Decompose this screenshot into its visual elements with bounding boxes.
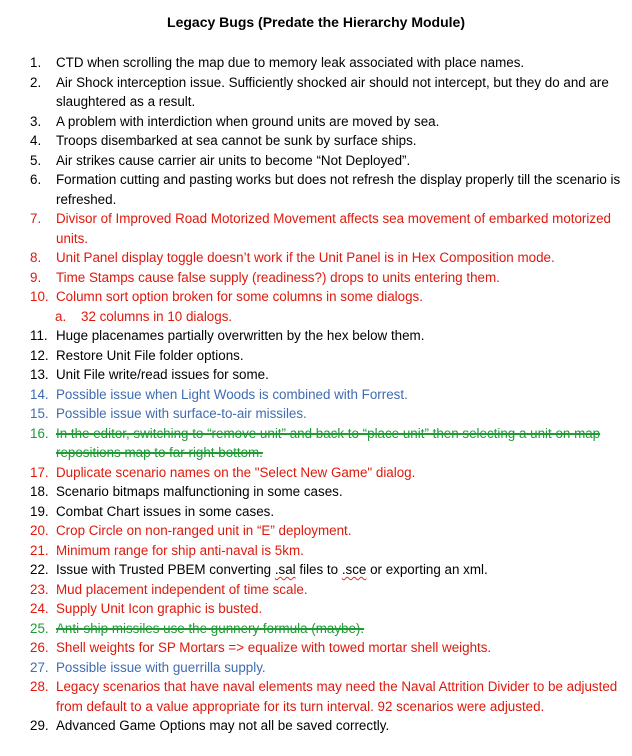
bug-item (30, 346, 622, 366)
bug-text: In the editor, switching to “remove unit” and back to “place unit” then selecting a unit on map repositions map to far right bottom. (56, 425, 601, 460)
bug-text: Air Shock interception issue. Sufficiently shocked air should not intercept, but they do and are slaughtered as a result. (56, 74, 609, 109)
bug-item (30, 560, 622, 580)
bug-number: 27. (30, 659, 49, 675)
bug-text: Combat Chart issues in some cases. (56, 503, 275, 519)
bug-text: Time Stamps cause false supply (readiness?) drops to units entering them. (56, 269, 500, 285)
text-part: files to (295, 562, 342, 577)
bug-text (56, 562, 488, 577)
bug-number: 9. (30, 269, 42, 285)
bug-text: Formation cutting and pasting works but does not refresh the display properly till the scenario is refreshed. (56, 172, 621, 207)
bug-number: 29. (30, 718, 49, 733)
bug-text: Duplicate scenario names on the "Select New Game" dialog. (56, 464, 416, 480)
bug-text: Minimum range for ship anti-naval is 5km. (56, 542, 304, 558)
bug-text: Troops disembarked at sea cannot be sunk by surface ships. (56, 133, 417, 148)
file-extension: .sal (274, 562, 296, 577)
bug-item (30, 112, 622, 132)
bug-text: Possible issue when Light Woods is combined with Forrest. (56, 386, 408, 402)
bug-number: 6. (30, 172, 42, 187)
bug-number: 26. (30, 640, 49, 655)
bug-number: 15. (30, 406, 49, 421)
bug-number: 2. (30, 74, 42, 90)
bug-text: Unit File write/read issues for some. (56, 367, 269, 382)
bug-number: 14. (30, 386, 49, 402)
bug-number: 24. (30, 601, 49, 616)
bug-subitem (30, 307, 622, 327)
bug-text: Supply Unit Icon graphic is busted. (56, 601, 263, 616)
bug-number: 23. (30, 581, 49, 597)
bug-number: 21. (30, 542, 49, 558)
bug-number: 19. (30, 503, 49, 519)
bug-item (30, 287, 622, 307)
bug-number: 12. (30, 347, 49, 363)
text-part: Issue with Trusted PBEM converting (56, 562, 275, 577)
bug-number: 22. (30, 562, 49, 577)
bug-item (30, 151, 622, 171)
bug-item (30, 424, 622, 463)
bug-number: 1. (30, 55, 42, 70)
bug-text: 32 columns in 10 dialogs. (81, 308, 233, 324)
bug-item (30, 365, 622, 385)
bug-number: 11. (30, 328, 48, 343)
bug-number: 13. (30, 367, 49, 382)
bug-text: Crop Circle on non-ranged unit in “E” deployment. (56, 523, 352, 538)
bug-number: 20. (30, 523, 49, 538)
bug-item (30, 463, 622, 483)
bug-item (30, 638, 622, 658)
bug-item (30, 248, 622, 268)
bug-number: 17. (30, 464, 49, 480)
bug-text: Scenario bitmaps malfunctioning in some cases. (56, 484, 343, 499)
bug-list (30, 53, 622, 736)
bug-item (30, 677, 622, 716)
bug-text: Mud placement independent of time scale. (56, 581, 308, 597)
text-part: or exporting an xml. (366, 562, 488, 577)
bug-item (30, 658, 622, 678)
bug-item (30, 404, 622, 424)
bug-item (30, 716, 622, 736)
bug-number: 28. (30, 679, 49, 694)
bug-item (30, 580, 622, 600)
bug-number: a. (55, 308, 67, 324)
bug-item (30, 131, 622, 151)
bug-text: Possible issue with guerrilla supply. (56, 659, 266, 675)
bug-number: 18. (30, 484, 49, 499)
bug-item (30, 502, 622, 522)
bug-number: 4. (30, 133, 42, 148)
bug-item (30, 482, 622, 502)
bug-text: Huge placenames partially overwritten by the hex below them. (56, 328, 425, 343)
bug-text: Restore Unit File folder options. (56, 347, 244, 363)
bug-item (30, 521, 622, 541)
bug-text: Possible issue with surface-to-air missiles. (56, 406, 307, 421)
bug-item (30, 599, 622, 619)
bug-item (30, 619, 622, 639)
bug-text: Advanced Game Options may not all be saved correctly. (56, 718, 390, 733)
bug-text: Anti-ship missiles use the gunnery formula (maybe). (56, 620, 365, 636)
bug-number: 7. (30, 211, 42, 226)
bug-text: A problem with interdiction when ground units are moved by sea. (56, 113, 440, 129)
bug-number: 8. (30, 250, 42, 265)
file-extension: .sce (341, 562, 367, 577)
bug-text: Shell weights for SP Mortars => equalize with towed mortar shell weights. (56, 640, 492, 655)
bug-text: Air strikes cause carrier air units to become “Not Deployed”. (56, 152, 411, 168)
bug-number: 10. (30, 289, 49, 304)
bug-text: Column sort option broken for some columns in some dialogs. (56, 289, 423, 304)
bug-text: Legacy scenarios that have naval elements may need the Naval Attrition Divider to be adjusted from default to a value appropriate for its turn interval. 92 scenarios were adjusted. (56, 679, 618, 714)
bug-number: 16. (30, 425, 49, 441)
bug-item (30, 73, 622, 112)
bug-number: 5. (30, 152, 42, 168)
bug-text: Unit Panel display toggle doesn’t work if the Unit Panel is in Hex Composition mode. (56, 250, 555, 265)
bug-item (30, 209, 622, 248)
bug-text: Divisor of Improved Road Motorized Movement affects sea movement of embarked motorized units. (56, 211, 611, 246)
bug-number: 25. (30, 620, 49, 636)
bug-item (30, 268, 622, 288)
bug-item (30, 170, 622, 209)
bug-item (30, 385, 622, 405)
bug-number: 3. (30, 113, 42, 129)
bug-text: CTD when scrolling the map due to memory leak associated with place names. (56, 55, 525, 70)
bug-item (30, 326, 622, 346)
bug-item (30, 53, 622, 73)
document-title: Legacy Bugs (Predate the Hierarchy Module) (167, 14, 465, 30)
bug-item (30, 541, 622, 561)
